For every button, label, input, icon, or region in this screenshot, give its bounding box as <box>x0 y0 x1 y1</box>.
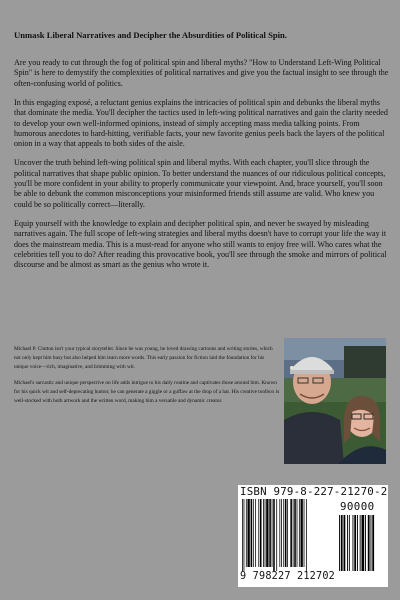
bio-paragraph: Michael P. Clutton isn't your typical storyteller. Since he was young, he loved drawing cartoons and writing stories, which not only kept him busy but also helped him learn more words. This early passion for fiction laid the foundation for his unique voice—rich, imaginative, and brimming with wit. <box>14 346 273 371</box>
barcode-bar <box>247 499 249 567</box>
barcode-addon-digits: 90000 <box>340 500 375 513</box>
addon-bar <box>357 515 358 571</box>
barcode-bar <box>253 499 254 567</box>
barcode-bar <box>293 499 294 567</box>
addon-bar <box>368 515 370 571</box>
addon-bar <box>365 515 366 571</box>
addon-bar <box>371 515 372 571</box>
blurb-paragraph: Are you ready to cut through the fog of political spin and liberal myths? "How to Understand Left-Wing Political Spin" is here to demystify the complexities of political narratives and give you the factual insight to see through the often-confusing world of politics. <box>14 58 389 88</box>
barcode-bar <box>297 499 298 567</box>
barcode-bar <box>263 499 264 567</box>
blurb-paragraph: Equip yourself with the knowledge to explain and decipher political spin, and never be swayed by misleading narratives again. The full scope of left-wing strategies and liberal myths doesn't have to corrupt your life the way it does the mainstream media. This is a must-read for anyone who still wants to enjoy free will. Who cares what the celebrities tell you to do? After reading this provocative book, you'll see through the smoke and mirrors of political discourse and be almost as smart as the genius who wrote it. <box>14 218 387 270</box>
blurb <box>14 58 390 279</box>
addon-bar <box>353 515 354 571</box>
barcode-bar <box>246 499 247 567</box>
addon-bar <box>354 515 356 571</box>
headline: Unmask Liberal Narratives and Decipher the Absurdities of Political Spin. <box>14 30 287 40</box>
isbn-label: ISBN 979-8-227-21270-2 <box>240 485 388 498</box>
barcode-bar <box>304 499 305 567</box>
addon-bar <box>344 515 346 571</box>
addon-bar <box>349 515 350 571</box>
addon-bar <box>372 515 374 571</box>
addon-bar <box>347 515 348 571</box>
barcode-bar <box>269 499 271 567</box>
barcode-bar <box>251 499 253 567</box>
barcode-bar <box>301 499 303 567</box>
barcode-bar <box>306 499 307 571</box>
isbn-barcode <box>238 485 388 587</box>
ean-digits: 9 798227 212702 <box>240 571 336 582</box>
barcode-bar <box>279 499 280 567</box>
barcode-bar <box>244 499 245 571</box>
barcode-bar <box>265 499 266 567</box>
barcode-bar <box>287 499 288 567</box>
barcode-bar <box>260 499 262 567</box>
barcode-bar <box>273 499 275 571</box>
author-photo-image <box>284 338 386 464</box>
barcode-bar <box>258 499 259 567</box>
barcode-bar <box>242 499 243 571</box>
barcode-bar <box>290 499 292 567</box>
barcode-bar <box>294 499 296 567</box>
addon-bar <box>341 515 343 571</box>
barcode-bar <box>283 499 284 567</box>
barcode-bar <box>276 499 277 571</box>
addon-bar <box>339 515 340 571</box>
barcode-bar <box>281 499 282 567</box>
barcode-bar <box>285 499 287 567</box>
addon-bar <box>360 515 361 571</box>
bio-paragraph: Michael's sarcastic and unique perspective on life adds intrigue to his daily routine and captivates those around him. Known for his quick wit and self-deprecating humor, he can generate a giggle or a guffaw at the drop of a hat. His creative toolbox is well-stocked with both artwork and the written word, making him a versatile and dynamic creator. <box>14 380 280 405</box>
addon-barcode-bars <box>338 515 384 571</box>
barcode-bar <box>299 499 300 567</box>
blurb-paragraph: In this engaging exposé, a reluctant genius explains the intricacies of political spin and debunks the liberal myths that dominate the media. You'll decipher the tactics used in left-wing political narratives and gain the clarity needed to develop your own well-informed opinions, instead of simply accepting mass media talking points. From humorous anecdotes to hard-hitting, verifiable facts, your new favorite genius peels back the layers of the political onion in a way that appeals to both sides of the aisle. <box>14 97 388 149</box>
ean-barcode-bars <box>240 499 336 571</box>
barcode-bar <box>272 499 273 567</box>
barcode-bar <box>255 499 256 567</box>
barcode-bar <box>266 499 268 567</box>
blurb-paragraph: Uncover the truth behind left-wing political spin and liberal myths. With each chapter, you'll slice through the political narratives that shape public opinion. To better understand the nuances of our ridiculous political concepts, you'll be more confident in your ability to properly communicate your viewpoint. And, brace yourself, you'll soon be able to debunk the common misconceptions your misinformed friends still assume are valid. Who knew you could be so politically correct—literally. <box>14 158 386 209</box>
addon-bar <box>362 515 365 571</box>
author-photo <box>284 338 386 464</box>
author-bio <box>14 345 280 414</box>
